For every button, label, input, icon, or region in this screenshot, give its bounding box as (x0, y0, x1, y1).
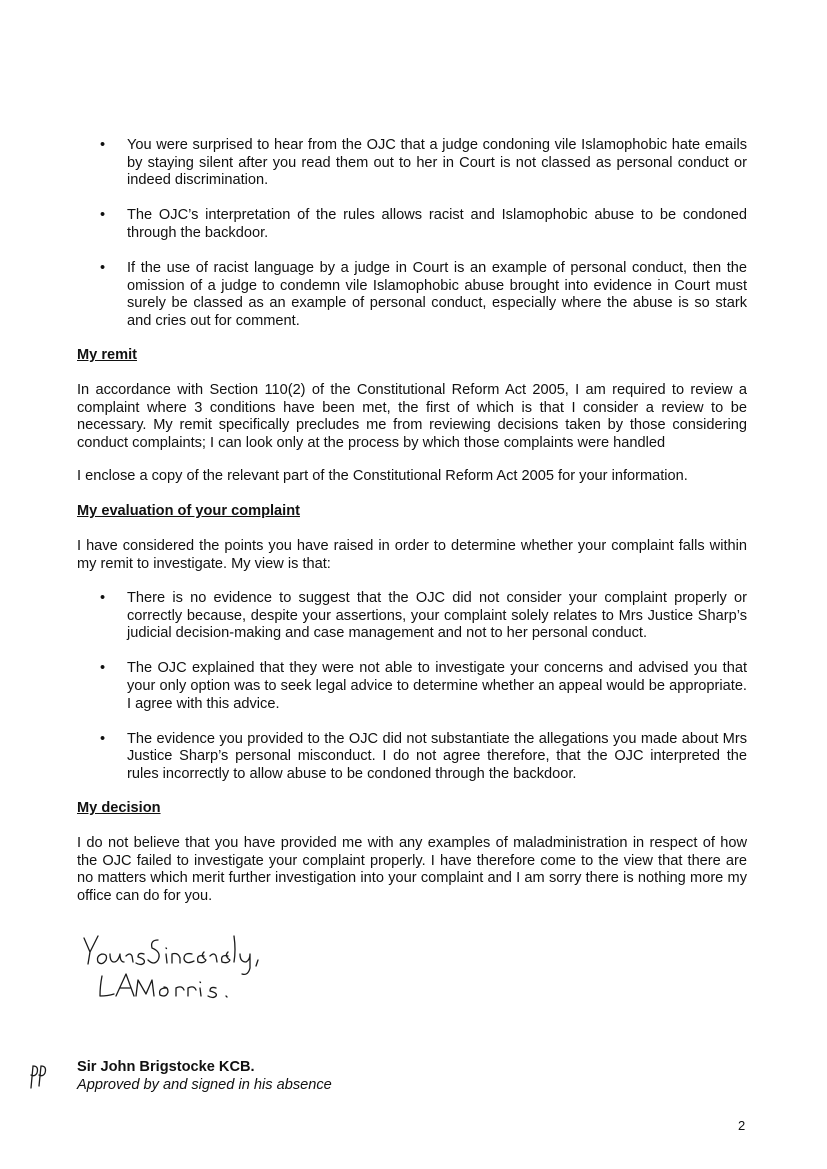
bullet-icon: • (100, 137, 106, 153)
bullet-icon: • (100, 207, 106, 224)
bullet-text: You were surprised to hear from the OJC that a judge condoning vile Islamophobic hate emails by staying silent after you read them out to her in Court is not classed as personal conduct or indeed discrimination. (127, 137, 747, 189)
bullet-text: The evidence you provided to the OJC did not substantiate the allegations you made about Mrs Justice Sharp’s personal misconduct. I do not agree therefore, that the OJC interpreted the rules incorrectly to allow abuse to be condoned through the backdoor. (127, 730, 747, 782)
bullet-icon: • (100, 590, 106, 606)
list-item (100, 590, 747, 643)
list-item (100, 137, 747, 190)
page-number: 2 (738, 1118, 746, 1133)
bullet-text: The OJC’s interpretation of the rules allows racist and Islamophobic abuse to be condoned through the backdoor. (127, 207, 747, 241)
bullet-icon: • (100, 660, 106, 677)
remit-heading: My remit (77, 347, 138, 363)
bullet-text: If the use of racist language by a judge in Court is an example of personal conduct, then the omission of a judge to condemn vile Islamophobic abuse brought into evidence in Court must surely be classed as an example of personal conduct, especially where the abuse is so stark and cries out for comment. (127, 260, 747, 329)
pp-initials-signature (26, 1062, 50, 1092)
list-item (100, 731, 747, 784)
evaluation-heading: My evaluation of your complaint (77, 503, 300, 519)
enclosure-paragraph: I enclose a copy of the relevant part of the Constitutional Reform Act 2005 for your information. (77, 468, 688, 484)
signatory-note: Approved by and signed in his absence (77, 1077, 332, 1093)
list-item (100, 260, 747, 330)
bullet-icon: • (100, 730, 106, 747)
remit-paragraph: In accordance with Section 110(2) of the Constitutional Reform Act 2005, I am required to review a complaint where 3 conditions have been met, the first of which is that I consider a review to be necessary. My remit specifically precludes me from reviewing decisions taken by those considering conduct complaints; I can look only at the process by which those complaints were handled (77, 382, 747, 451)
evaluation-list (100, 590, 747, 784)
handwritten-signature (80, 930, 270, 1010)
decision-paragraph: I do not believe that you have provided me with any examples of maladministration in respect of how the OJC failed to investigate your complaint properly. I have therefore come to the view that there are no matters which merit further investigation into your complaint and I am sorry there is nothing more my office can do for you. (77, 835, 747, 904)
complaint-points-list (100, 137, 747, 331)
bullet-text: The OJC explained that they were not able to investigate your concerns and advised you that your only option was to seek legal advice to determine whether an appeal would be appropriate. I agree with this advice. (127, 660, 747, 712)
evaluation-intro: I have considered the points you have raised in order to determine whether your complaint falls within my remit to investigate. My view is that: (77, 538, 747, 572)
decision-heading: My decision (77, 800, 161, 816)
bullet-text: There is no evidence to suggest that the OJC did not consider your complaint properly or correctly because, despite your assertions, your complaint solely relates to Mrs Justice Sharp’s judicial decision-making and case management and not to her personal conduct. (127, 590, 747, 642)
list-item (100, 660, 747, 713)
list-item (100, 207, 747, 242)
bullet-icon: • (100, 260, 106, 277)
signatory-name: Sir John Brigstocke KCB. (77, 1059, 255, 1075)
